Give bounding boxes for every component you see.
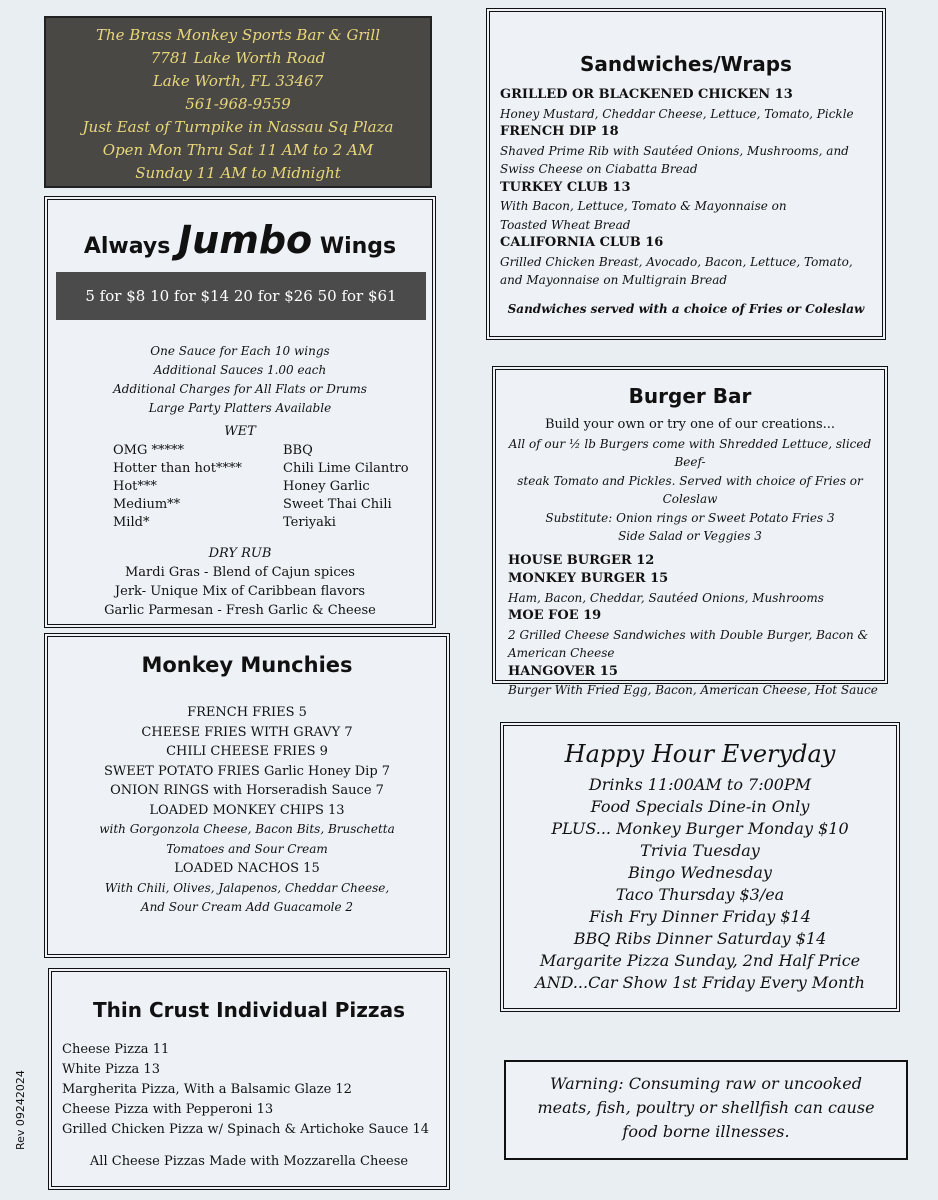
burger-intro: Side Salad or Veggies 3	[618, 529, 762, 543]
warning-line: meats, fish, poultry or shellfish can cause	[537, 1098, 875, 1117]
wet-flavors	[283, 442, 409, 532]
menu-item: SWEET POTATO FRIES Garlic Honey Dip 7	[103, 763, 391, 779]
menu-item: LOADED NACHOS 15	[174, 861, 320, 876]
phone-number: 561-968-9559	[185, 95, 291, 113]
munchies-title: Monkey Munchies	[141, 653, 353, 677]
sandwich-desc: Swiss Cheese on Ciabatta Bread	[500, 162, 698, 176]
dry-rub-label: DRY RUB	[208, 546, 272, 561]
heat-level: Medium**	[113, 497, 181, 512]
happy-hour-line: Drinks 11:00AM to 7:00PM	[588, 775, 812, 794]
address-city: Lake Worth, FL 33467	[152, 72, 324, 90]
sandwich-desc: Honey Mustard, Cheddar Cheese, Lettuce, Tomato, Pickle	[500, 106, 854, 121]
wings-title-jumbo: Jumbo	[178, 218, 313, 262]
heat-level: Hot***	[113, 479, 157, 494]
happy-hour-line: Margarite Pizza Sunday, 2nd Half Price	[539, 951, 861, 970]
sandwiches-section	[486, 8, 886, 340]
happy-hour-line: Fish Fry Dinner Friday $14	[589, 907, 811, 926]
burger-intro: All of our ½ lb Burgers come with Shredded Lettuce, sliced Beef-	[508, 436, 872, 469]
location-note: Just East of Turnpike in Nassau Sq Plaza	[82, 118, 394, 136]
burger-desc: Ham, Bacon, Cheddar, Sautéed Onions, Mushrooms	[508, 590, 824, 605]
burger-name: MOE FOE 19	[508, 608, 602, 623]
restaurant-info-header	[44, 16, 432, 188]
revision-label: Rev 09242024	[14, 1070, 27, 1150]
burger-desc: Burger With Fried Egg, Bacon, American Cheese, Hot Sauce	[508, 683, 878, 697]
pizza-item: Margherita Pizza, With a Balsamic Glaze 12	[62, 1082, 352, 1097]
happy-hour-line: Trivia Tuesday	[640, 841, 760, 860]
sandwich-name: CALIFORNIA CLUB 16	[500, 235, 664, 250]
burger-intro: Substitute: Onion rings or Sweet Potato Fries 3	[545, 510, 835, 525]
happy-hour-line: Food Specials Dine-in Only	[590, 797, 810, 816]
burger-name: HANGOVER 15	[508, 663, 618, 679]
sandwiches-title: Sandwiches/Wraps	[580, 52, 792, 76]
sandwich-name: TURKEY CLUB 13	[500, 179, 631, 195]
wings-note: Large Party Platters Available	[148, 401, 332, 415]
pizza-title: Thin Crust Individual Pizzas	[93, 998, 405, 1022]
hours-sunday: Sunday 11 AM to Midnight	[135, 164, 341, 182]
sandwich-name: FRENCH DIP 18	[500, 124, 619, 139]
happy-hour-line: BBQ Ribs Dinner Saturday $14	[573, 929, 827, 948]
sauce-flavor: Teriyaki	[283, 515, 336, 530]
heat-level: Hotter than hot****	[113, 461, 242, 476]
pizza-section	[48, 968, 450, 1190]
heat-level: OMG *****	[113, 443, 184, 458]
menu-item: LOADED MONKEY CHIPS 13	[149, 802, 345, 818]
dry-rub-item: Garlic Parmesan - Fresh Garlic & Cheese	[104, 603, 376, 618]
warning-line: food borne illnesses.	[622, 1122, 790, 1141]
pizza-footer: All Cheese Pizzas Made with Mozzarella Cheese	[89, 1154, 409, 1169]
sandwich-desc: and Mayonnaise on Multigrain Bread	[500, 273, 728, 287]
wings-title-post: Wings	[319, 234, 397, 259]
happy-hour-line: Taco Thursday $3/ea	[615, 885, 785, 904]
burger-intro: Build your own or try one of our creations...	[544, 417, 836, 432]
happy-hour-line: PLUS... Monkey Burger Monday $10	[551, 819, 849, 838]
menu-item-desc: And Sour Cream Add Guacamole 2	[140, 900, 354, 914]
wings-notes	[48, 342, 432, 441]
burger-desc: 2 Grilled Cheese Sandwiches with Double Burger, Bacon &	[508, 627, 869, 642]
menu-item: CHEESE FRIES WITH GRAVY 7	[141, 724, 353, 740]
sauce-flavor: Chili Lime Cilantro	[283, 461, 409, 476]
wings-note: Additional Sauces 1.00 each	[153, 363, 327, 377]
sandwiches-footer: Sandwiches served with a choice of Fries or Coleslaw	[507, 301, 865, 316]
happy-hour-line: AND...Car Show 1st Friday Every Month	[535, 973, 865, 992]
pizza-item: Cheese Pizza with Pepperoni 13	[62, 1102, 274, 1117]
wings-note: Additional Charges for All Flats or Drums	[113, 382, 367, 396]
burger-name: HOUSE BURGER 12	[508, 552, 655, 568]
sauce-flavor: BBQ	[283, 443, 313, 458]
dry-rub-list	[48, 544, 432, 620]
wings-note: One Sauce for Each 10 wings	[150, 344, 330, 358]
menu-item-desc: With Chili, Olives, Jalapenos, Cheddar Cheese,	[104, 880, 390, 895]
happy-hour-title: Happy Hour Everyday	[564, 740, 836, 768]
dry-rub-item: Jerk- Unique Mix of Caribbean flavors	[114, 584, 366, 599]
sandwich-desc: Shaved Prime Rib with Sautéed Onions, Mushrooms, and	[500, 143, 849, 158]
burger-desc: American Cheese	[508, 646, 615, 660]
wings-title-pre: Always	[83, 234, 171, 259]
wings-section	[44, 196, 436, 628]
address-street: 7781 Lake Worth Road	[150, 49, 326, 67]
sandwich-name: GRILLED OR BLACKENED CHICKEN 13	[500, 87, 793, 102]
menu-item: FRENCH FRIES 5	[187, 705, 307, 720]
wet-label: WET	[224, 424, 256, 439]
sauce-flavor: Honey Garlic	[283, 479, 370, 494]
sandwich-desc: Grilled Chicken Breast, Avocado, Bacon, Lettuce, Tomato,	[500, 254, 853, 269]
hours-weekday: Open Mon Thru Sat 11 AM to 2 AM	[102, 141, 374, 159]
restaurant-name: The Brass Monkey Sports Bar & Grill	[95, 26, 380, 44]
sandwich-desc: Toasted Wheat Bread	[500, 217, 631, 232]
menu-item: CHILI CHEESE FRIES 9	[166, 744, 328, 759]
sandwich-desc: With Bacon, Lettuce, Tomato & Mayonnaise on	[500, 199, 787, 213]
food-safety-warning	[504, 1060, 908, 1160]
burger-title: Burger Bar	[628, 384, 752, 408]
burger-section	[492, 366, 888, 697]
menu-item: ONION RINGS with Horseradish Sauce 7	[110, 783, 384, 798]
menu-item-desc: Tomatoes and Sour Cream	[166, 841, 328, 856]
menu-item-desc: with Gorgonzola Cheese, Bacon Bits, Bruschetta	[99, 822, 395, 836]
warning-line: Warning: Consuming raw or uncooked	[550, 1074, 862, 1093]
happy-hour-section	[500, 722, 900, 1012]
pizza-item: Cheese Pizza 11	[62, 1042, 170, 1057]
wings-title	[48, 218, 432, 262]
wings-pricing-bar: 5 for $8 10 for $14 20 for $26 50 for $61	[56, 272, 426, 320]
wet-heat-levels	[113, 442, 242, 532]
heat-level: Mild*	[113, 515, 150, 530]
burger-intro: steak Tomato and Pickles. Served with choice of Fries or Coleslaw	[517, 473, 863, 506]
pizza-item: Grilled Chicken Pizza w/ Spinach & Artichoke Sauce 14	[62, 1122, 430, 1137]
burger-name: MONKEY BURGER 15	[508, 571, 669, 586]
sauce-flavor: Sweet Thai Chili	[283, 497, 392, 512]
dry-rub-item: Mardi Gras - Blend of Cajun spices	[125, 565, 355, 580]
happy-hour-line: Bingo Wednesday	[628, 863, 772, 882]
munchies-section	[44, 633, 450, 958]
pizza-item: White Pizza 13	[62, 1062, 160, 1077]
